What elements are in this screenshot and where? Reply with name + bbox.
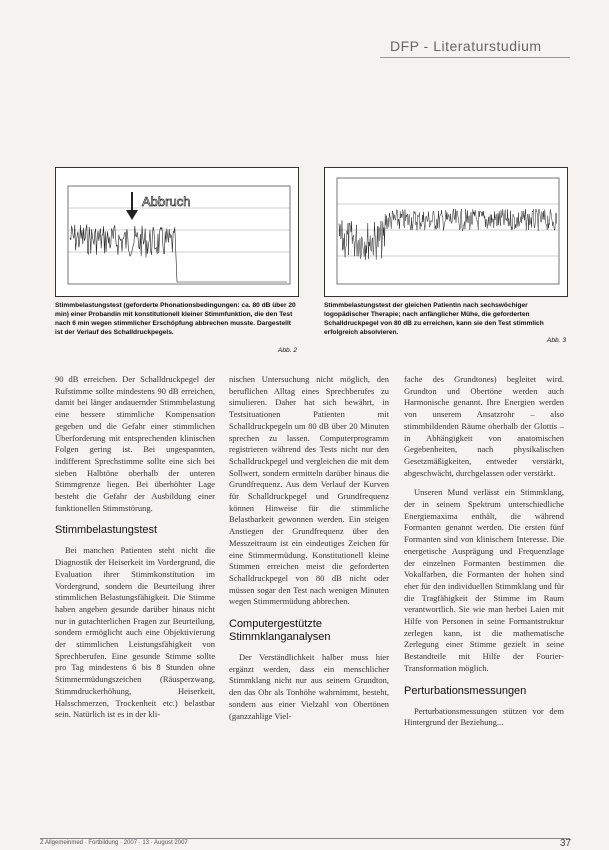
figure-right <box>324 167 568 297</box>
figure-left-plot <box>56 168 298 296</box>
paragraph: Unseren Mund verlässt ein Stimmklang, der in seinem Spektrum unterschiedliche Energiemaxima enthält, die während Formanten genannt werden. Die ersten fünf Formanten sind von klinischem Interesse. Die energetische Ausprägung und Frequenzlage der einzelnen Formanten bestimmen die Vokalfarben, die Formanten der hohen sind eher für den individuellen Stimmklang und für die Tragfähigkeit der Stimme im Raum verantwortlich. Sie wie man herbei Laien mit Hilfe von Personen in seine Formantstruktur zerlegen kann, ist die mathematische Zerlegung einer Stimme gezielt in seine Bestandteile mit Hilfe der Fourier-Transformation möglich. <box>404 487 564 673</box>
footer-journal: Z Allgemeinmed · Fortbildung · 2007 · 13 · August 2007 <box>40 840 188 846</box>
footer-rule <box>40 838 570 839</box>
text-column-3 <box>404 374 564 834</box>
running-header: DFP - Literaturstudium <box>390 38 542 54</box>
figure-right-label: Abb. 3 <box>546 337 566 344</box>
paragraph: Perturbationsmessungen stützen vor dem Hintergrund der Beziehung... <box>404 705 564 728</box>
text-column-1 <box>55 374 215 834</box>
figure-right-caption: Stimmbelastungstest der gleichen Patientin nach sechswöchiger logopädischer Therapie; nach anfänglicher Mühe, die geforderten Schalldruckpegel von 80 dB zu erreichen, kann sie den Test stimmlich erfolgreich absolvieren. Abb. 3 <box>324 302 566 344</box>
paragraph: Bei manchen Patienten steht nicht die Diagnostik der Heiserkeit im Vordergrund, die Evaluation ihrer Stimmkonstitution im Vordergrund, sondern die Beurteilung ihrer stimmlichen Belastungsfähigkeit. Die Stimme haben angeben gesunde darüber hinaus nicht nur in gutachterlichen Fragen zur Beurteilung, sondern ermöglicht auch eine Objektivierung der stimmlichen Leistungsfähigkeit von Sprechberufen. Eine gesunde Stimme sollte pro Tag mindestens 6 bis 8 Stunden ohne Stimmermüdungszeichen (Räusperzwang, Stimmdruckerhöhung, Heiserkeit, Halsschmerzen, Trockenheit etc.) belastbar sein. Natürlich ist es in der kli- <box>55 545 215 720</box>
figure-left <box>55 167 299 297</box>
figure-right-plot <box>325 168 567 296</box>
paragraph: fache des Grundtones) begleitet wird. Grundton und Obertöne werden auch Harmonische genannt. Ihre Energien werden von unserem Ansatzrohr – also stimmbildenden Räume oberhalb der Glottis – in Abhängigkeit von anatomischen Gegebenheiten, nach physikalischen Gesetzmäßigkeiten, entweder verstärkt, abgeschwächt, durchgelassen oder verstärkt. <box>404 374 564 478</box>
figure-left-label: Abb. 2 <box>277 347 297 354</box>
page-number: 37 <box>560 838 572 849</box>
annotation-abbruch: Abbruch <box>142 194 191 209</box>
section-heading-perturbationsmessungen: Perturbationsmessungen <box>404 684 527 697</box>
section-heading-stimmbelastungstest: Stimmbelastungstest <box>55 524 158 537</box>
figure-left-caption: Stimmbelastungstest (geforderte Phonationsbedingungen: ca. 80 dB über 20 min) einer Probandin mit konstitutionell kleiner Stimmfunktion, die den Test nach 6 min wegen stimmlicher Erschöpfung abbrechen musste. Dargestellt ist der Verlauf des Schalldruckpegels. Abb. 2 <box>55 302 297 354</box>
paragraph: 90 dB erreichen. Der Schalldruckpegel der Rufstimme sollte mindestens 90 dB erreichen, damit bei länger andauernder Stimmbelastung eine bessere stimmliche Kompensation gegeben und die Gefahr einer stimmlichen Überforderung mit entsprechenden klinischen Folgen gering ist. Bei ungespannten, indifferent Sprechstimme sollte eine sich bei sieben Halbtöne oberhalb der unteren Stimmgrenze liegen. Bei überhöhter Lage besteht die Gefahr der Ausbildung einer funktionellen Stimmstörung. <box>55 374 215 513</box>
text-column-2 <box>229 374 389 834</box>
section-heading-stimmklanganalysen: Computergestützte Stimmklanganalysen <box>229 618 331 644</box>
paragraph: Der Verständlichkeit halber muss hier ergänzt werden, dass ein menschlicher Stimmklang nicht nur aus seinem Grundton, den das Ohr als Tonhöhe wahrnimmt, besteht, sondern aus einer Vielzahl von Obertönen (ganzzahlige Viel- <box>229 652 389 721</box>
header-rule <box>380 57 570 58</box>
paragraph: nischen Untersuchung nicht möglich, den beruflichen Alltag eines Sprechberufes zu simulieren. Daher hat sich bewährt, in Testsituationen Patienten mit Schalldruckpegeln um 80 dB über 20 Minuten sprechen zu lassen. Computerprogramm registrieren während des Tests nicht nur den Schalldruckpegel und vergleichen die mit dem Sollwert, sondern ermitteln darüber hinaus die Grundfrequenz. Aus dem Verlauf der Kurven für Schalldruckpegel und Grundfrequenz können Hinweise für die stimmliche Belastbarkeit gewonnen werden. Ein steigen Anstiegen der Grundfrequenz über den Messzeitraum ist ein eindeutiges Zeichen für eine Stimmermüdung. Konstitutionell kleine Stimmen erreichen meist die geforderten Schalldruckpegel von 80 dB nicht oder müssen sogar den Test nach wenigen Minuten wegen Stimmermüdung abbrechen. <box>229 374 389 607</box>
